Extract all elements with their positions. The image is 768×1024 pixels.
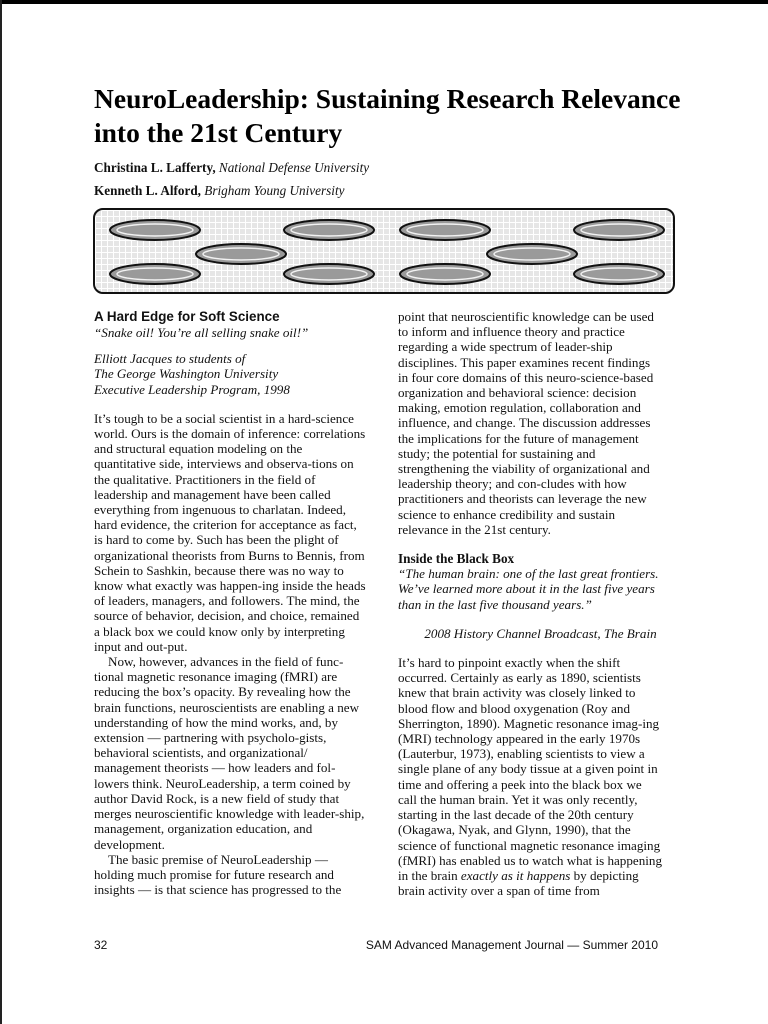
banner-oval bbox=[284, 264, 374, 284]
epigraph-snake-oil: “Snake oil! You’re all selling snake oil!” bbox=[94, 325, 309, 340]
author-2-name: Kenneth L. Alford, bbox=[94, 183, 201, 198]
author-1 bbox=[94, 160, 369, 176]
banner-oval bbox=[574, 264, 664, 284]
banner-oval bbox=[284, 220, 374, 240]
body-paragraph: The basic premise of NeuroLeadership — holding much promise for future research and insights — is that science has progressed to the bbox=[94, 851, 342, 898]
body-text: It’s hard to pinpoint exactly when the shift occurred. Certainly as early as 1890, scientists knew that brain activity was closely linked to blood flow and blood oxygenation (Roy and Sherrington, 1890). Magnetic resonance imag-ing (MRI) technology appeared in the early 1970s (Lauterbur, 1973), enabling scientists to view a single plane of any body tissue at a given point in time and offering a peek into the black box we call the human brain. Yet it was only recently, starting in the last decade of the 20th century (Okagawa, Nyak, and Glynn, 1990), that the science of functional magnetic resonance imaging (fMRI) has enabled us to watch what is happening in the brain bbox=[398, 655, 662, 883]
section-heading-black-box: Inside the Black Box bbox=[398, 551, 515, 567]
body-paragraph: Now, however, advances in the field of func-tional magnetic resonance imaging (fMRI) are reducing the box’s opacity. By revealing how the brain functions, neuroscientists are enabling a new understanding of how the mind works, and, by extension — partnering with psycholo-gists, behavioral scientists, and organizational/ management theorists — how leaders and fol-lowers think. NeuroLeadership, a term coined by author David Rock, is a new field of study that merges neuroscientific knowledge with leader-ship, management, organization education, and development. bbox=[94, 654, 365, 852]
author-2 bbox=[94, 183, 344, 199]
banner-oval bbox=[110, 264, 200, 284]
left-border-rule bbox=[0, 0, 2, 1024]
epigraph-attribution-line-2: The George Washington University bbox=[94, 366, 279, 382]
right-column bbox=[398, 309, 663, 898]
top-border-rule bbox=[0, 0, 768, 4]
banner-oval bbox=[487, 244, 577, 264]
running-footer: SAM Advanced Management Journal — Summer 2010 bbox=[365, 938, 658, 952]
decorative-oval-banner bbox=[93, 208, 675, 294]
epigraph-attribution-line-3: Executive Leadership Program, 1998 bbox=[94, 381, 290, 397]
epigraph-attribution: 2008 History Channel Broadcast, The Brain bbox=[424, 625, 657, 641]
body-text: by depicting brain activity over a span of time from bbox=[398, 867, 639, 899]
banner-oval bbox=[110, 220, 200, 240]
body-paragraph: It’s tough to be a social scientist in a hard-science world. Ours is the domain of inference: correlations and structural equation modeling on the quantitative side, interviews and observa-tions on the qualitative. Practitioners in the field of leadership and management have been called everything from ingenuous to charlatan. Indeed, hard evidence, the criterion for acceptance as fact, is hard to come by. Such has been the plight of organizational theorists from Burns to Bennis, from Schein to Sashkin, because there was no way to know what exactly was happen-ing inside the heads of leaders, managers, and followers. The mind, the source of behavior, decision, and choice, remained a black box we could know only by interpreting input and out-put. bbox=[94, 410, 366, 654]
banner-oval bbox=[196, 244, 286, 264]
body-paragraph: point that neuroscientific knowledge can be used to inform and influence theory and practice regarding a wide spectrum of leader-ship disciplines. This paper examines recent findings in four core domains of this neuro-science-based organization and behavioral science: decision making, emotion regulation, collaboration and influence, and change. The discussion addresses the implications for the future of management study; the potential for sustaining and strengthening the viability of organizational and leadership theory; and con-cludes with how practitioners and theorists can leverage the new science to enhance credibility and sustain relevance in the 21st century. bbox=[398, 309, 654, 537]
banner-oval bbox=[400, 264, 490, 284]
author-2-affiliation: Brigham Young University bbox=[204, 183, 345, 198]
epigraph-attribution-line-1: Elliott Jacques to students of bbox=[94, 351, 246, 367]
body-paragraph bbox=[398, 655, 663, 898]
oval-pattern bbox=[95, 210, 675, 294]
section-heading-hard-edge: A Hard Edge for Soft Science bbox=[94, 309, 280, 324]
epigraph-human-brain: “The human brain: one of the last great frontiers. We’ve learned more about it in the last five years than in the last five thousand years.” bbox=[398, 566, 659, 612]
author-1-name: Christina L. Lafferty, bbox=[94, 160, 216, 175]
page-number: 32 bbox=[94, 938, 108, 952]
banner-oval bbox=[400, 220, 490, 240]
left-column bbox=[94, 309, 366, 897]
author-1-affiliation: National Defense University bbox=[218, 160, 370, 175]
emphasis-text: exactly as it happens bbox=[460, 867, 571, 883]
banner-oval bbox=[574, 220, 664, 240]
article-title: NeuroLeadership: Sustaining Research Relevance into the 21st Century bbox=[94, 83, 681, 148]
